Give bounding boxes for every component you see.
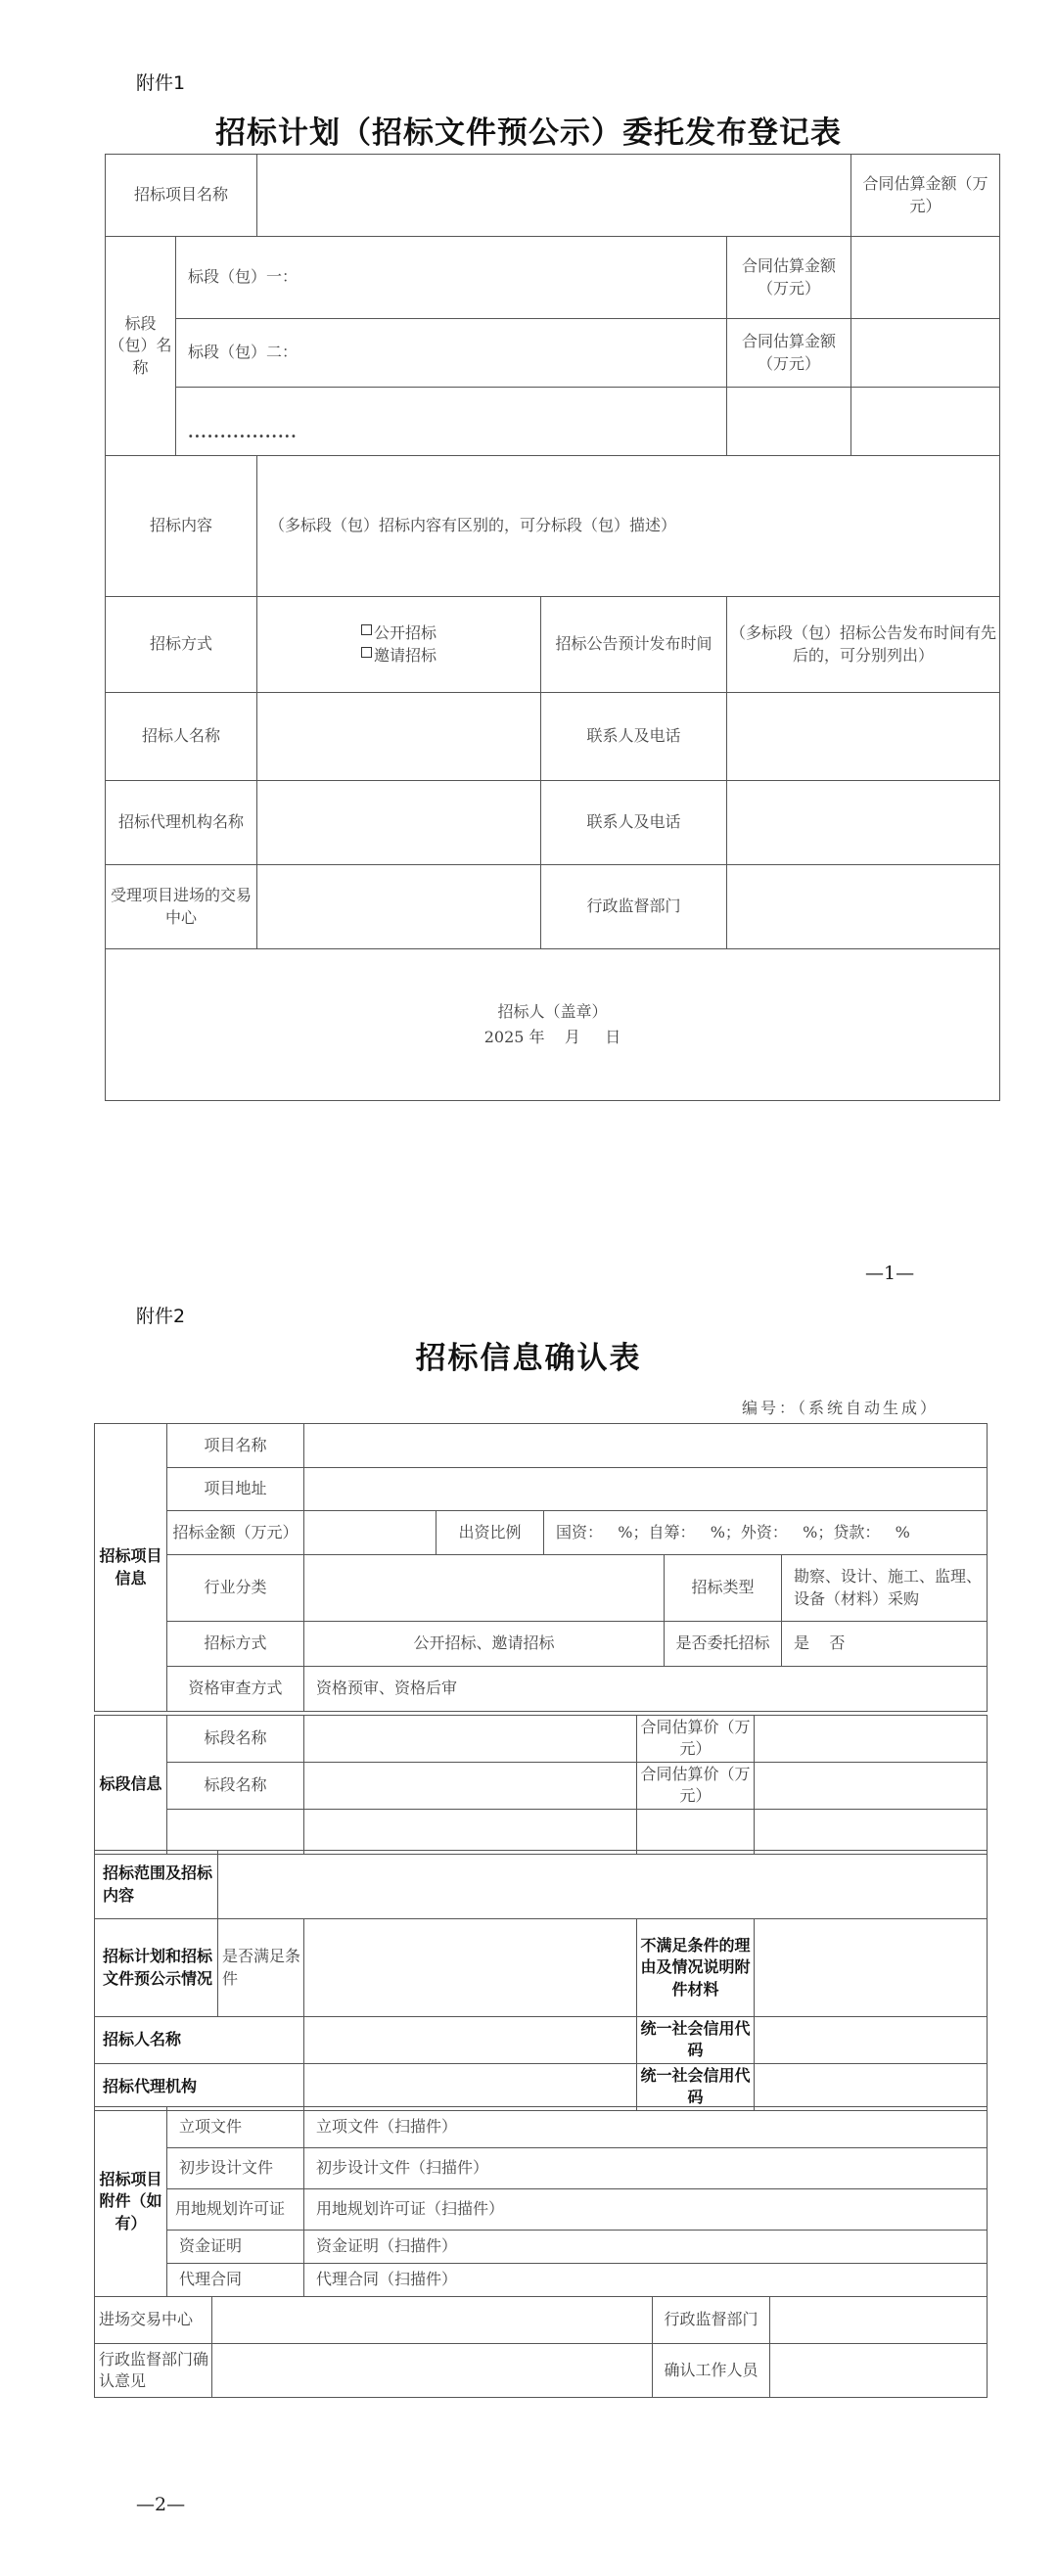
method-open-option[interactable]: 公开招标 [260, 622, 537, 644]
content-hint[interactable]: （多标段（包）招标内容有区别的，可分标段（包）描述） [257, 456, 1000, 597]
center-field-2[interactable] [212, 2297, 653, 2344]
contact-label: 联系人及电话 [541, 693, 727, 781]
confirmation-table [94, 2296, 988, 2398]
method-label: 招标方式 [106, 597, 257, 693]
section-name-field-1[interactable] [304, 1716, 637, 1763]
attachment-name-3: 用地规划许可证 [167, 2189, 304, 2231]
opinion-label: 行政监督部门确认意见 [95, 2344, 212, 2398]
attachments-label: 招标项目附件（如有） [95, 2107, 167, 2297]
staff-field[interactable] [770, 2344, 988, 2398]
contact-field[interactable] [727, 693, 1000, 781]
section-info-table [94, 1715, 988, 1855]
tenderer-field[interactable] [257, 693, 541, 781]
attachment-name-2: 初步设计文件 [167, 2148, 304, 2189]
project-name-label-2: 项目名称 [167, 1424, 304, 1468]
agency-field-2[interactable] [304, 2063, 637, 2110]
project-name-label: 招标项目名称 [106, 155, 257, 237]
contract-amount-label: 合同估算金额（万元） [851, 155, 1000, 237]
agency-label-2: 招标代理机构 [95, 2063, 304, 2110]
sign-date: 2025 年 月 日 [483, 1028, 621, 1046]
method-value-2[interactable]: 公开招标、邀请招标 [304, 1622, 665, 1667]
contract-price-label-2: 合同估算价（万元） [637, 1762, 755, 1809]
form2-title: 招标信息确认表 [415, 1341, 642, 1376]
attachment-value-5[interactable]: 代理合同（扫描件） [304, 2264, 988, 2297]
attachment-value-1[interactable]: 立项文件（扫描件） [304, 2107, 988, 2148]
supervision-label: 行政监督部门 [541, 865, 727, 949]
tenderer-field-2[interactable] [304, 2017, 637, 2064]
attachment-value-2[interactable]: 初步设计文件（扫描件） [304, 2148, 988, 2189]
credit-code-label-1: 统一社会信用代码 [637, 2017, 755, 2064]
attachment-name-1: 立项文件 [167, 2107, 304, 2148]
notice-time-hint[interactable]: （多标段（包）招标公告发布时间有先后的，可分别列出） [727, 597, 1000, 693]
scope-table [94, 1850, 988, 2017]
tender-type-label: 招标类型 [665, 1555, 782, 1622]
signature-block [106, 949, 1000, 1101]
section-name-label-2: 标段名称 [167, 1762, 304, 1809]
tenderer-table [94, 2016, 988, 2111]
serial-number: 编号：（系统自动生成） [742, 1399, 940, 1417]
section-name-field-2[interactable] [304, 1762, 637, 1809]
plan-label: 招标计划和招标文件预公示情况 [95, 1919, 218, 2017]
method-options [257, 597, 541, 693]
amount-label: 招标金额（万元） [167, 1511, 304, 1555]
qualification-value[interactable]: 资格预审、资格后审 [304, 1667, 988, 1712]
contract-price-field-1[interactable] [755, 1716, 988, 1763]
section-more: ................. [188, 422, 298, 441]
method-label-2: 招标方式 [167, 1622, 304, 1667]
supervision-label-2: 行政监督部门 [653, 2297, 770, 2344]
attachment-label-1: 附件1 [136, 72, 186, 94]
attachment-name-4: 资金证明 [167, 2231, 304, 2264]
credit-code-field-1[interactable] [755, 2017, 988, 2064]
entrusted-value[interactable]: 是 否 [782, 1622, 988, 1667]
funding-detail[interactable]: 国资： %；自筹： %；外资： %；贷款： % [544, 1511, 988, 1555]
checkbox-icon[interactable] [361, 624, 372, 635]
notice-time-label: 招标公告预计发布时间 [541, 597, 727, 693]
project-info-label: 招标项目信息 [95, 1424, 167, 1712]
agency-label: 招标代理机构名称 [106, 781, 257, 865]
project-info-table [94, 1423, 988, 1712]
project-name-field[interactable] [257, 155, 851, 237]
center-label-2: 进场交易中心 [95, 2297, 212, 2344]
attachment-label-2: 附件2 [136, 1306, 186, 1327]
contract-price-label-1: 合同估算价（万元） [637, 1716, 755, 1763]
section-info-label: 标段信息 [95, 1716, 167, 1855]
agency-field[interactable] [257, 781, 541, 865]
attachments-table [94, 2106, 988, 2297]
funding-ratio-label: 出资比例 [437, 1511, 544, 1555]
agency-contact-field[interactable] [727, 781, 1000, 865]
tenderer-label: 招标人名称 [106, 693, 257, 781]
reason-label: 不满足条件的理由及情况说明附件材料 [637, 1919, 755, 2017]
section1-amount-field[interactable] [851, 237, 1000, 319]
section1-label: 标段（包）一： [176, 237, 727, 319]
attachment-name-5: 代理合同 [167, 2264, 304, 2297]
staff-label: 确认工作人员 [653, 2344, 770, 2398]
credit-code-label-2: 统一社会信用代码 [637, 2063, 755, 2110]
amount-field[interactable] [304, 1511, 437, 1555]
supervision-field-2[interactable] [770, 2297, 988, 2344]
section-name-label-3[interactable] [167, 1809, 304, 1854]
tenderer-label-2: 招标人名称 [95, 2017, 304, 2064]
contract-price-field-2[interactable] [755, 1762, 988, 1809]
scope-label: 招标范围及招标内容 [95, 1851, 218, 1919]
center-field[interactable] [257, 865, 541, 949]
section-more-amount-field[interactable] [851, 388, 1000, 456]
sign-tenderer: 招标人（盖章） [497, 1002, 608, 1022]
industry-label: 行业分类 [167, 1555, 304, 1622]
supervision-field[interactable] [727, 865, 1000, 949]
center-label: 受理项目进场的交易中心 [106, 865, 257, 949]
method-invite-option[interactable]: 邀请招标 [260, 645, 537, 667]
project-address-label: 项目地址 [167, 1468, 304, 1511]
satisfy-field[interactable] [304, 1919, 637, 2017]
page-number-1: —1— [865, 1263, 915, 1284]
registration-form [105, 154, 1000, 1101]
contract-price-label-3[interactable] [637, 1809, 755, 1854]
attachment-value-4[interactable]: 资金证明（扫描件） [304, 2231, 988, 2264]
section-more-amount[interactable] [727, 388, 851, 456]
section-name-field-3[interactable] [304, 1809, 637, 1854]
credit-code-field-2[interactable] [755, 2063, 988, 2110]
checkbox-icon[interactable] [361, 647, 372, 658]
satisfy-label: 是否满足条件 [218, 1919, 304, 2017]
section1-amount-label: 合同估算金额（万元） [727, 237, 851, 319]
project-address-field[interactable] [304, 1468, 988, 1511]
qualification-label: 资格审查方式 [167, 1667, 304, 1712]
section2-label: 标段（包）二： [176, 319, 727, 388]
opinion-field[interactable] [212, 2344, 653, 2398]
project-name-field-2[interactable] [304, 1424, 988, 1468]
content-label: 招标内容 [106, 456, 257, 597]
section-name-label-1: 标段名称 [167, 1716, 304, 1763]
attachment-value-3[interactable]: 用地规划许可证（扫描件） [304, 2189, 988, 2231]
entrusted-label: 是否委托招标 [665, 1622, 782, 1667]
section2-amount-field[interactable] [851, 319, 1000, 388]
reason-field[interactable] [755, 1919, 988, 2017]
tender-type-value[interactable]: 勘察、设计、施工、监理、设备（材料）采购 [782, 1555, 988, 1622]
page-number-2: —2— [136, 2494, 186, 2515]
section2-amount-label: 合同估算金额（万元） [727, 319, 851, 388]
contract-price-field-3[interactable] [755, 1809, 988, 1854]
agency-contact-label: 联系人及电话 [541, 781, 727, 865]
section-label: 标段（包）名称 [106, 237, 176, 456]
industry-field[interactable] [304, 1555, 665, 1622]
scope-field[interactable] [218, 1851, 988, 1919]
form1-title: 招标计划（招标文件预公示）委托发布登记表 [215, 115, 842, 151]
